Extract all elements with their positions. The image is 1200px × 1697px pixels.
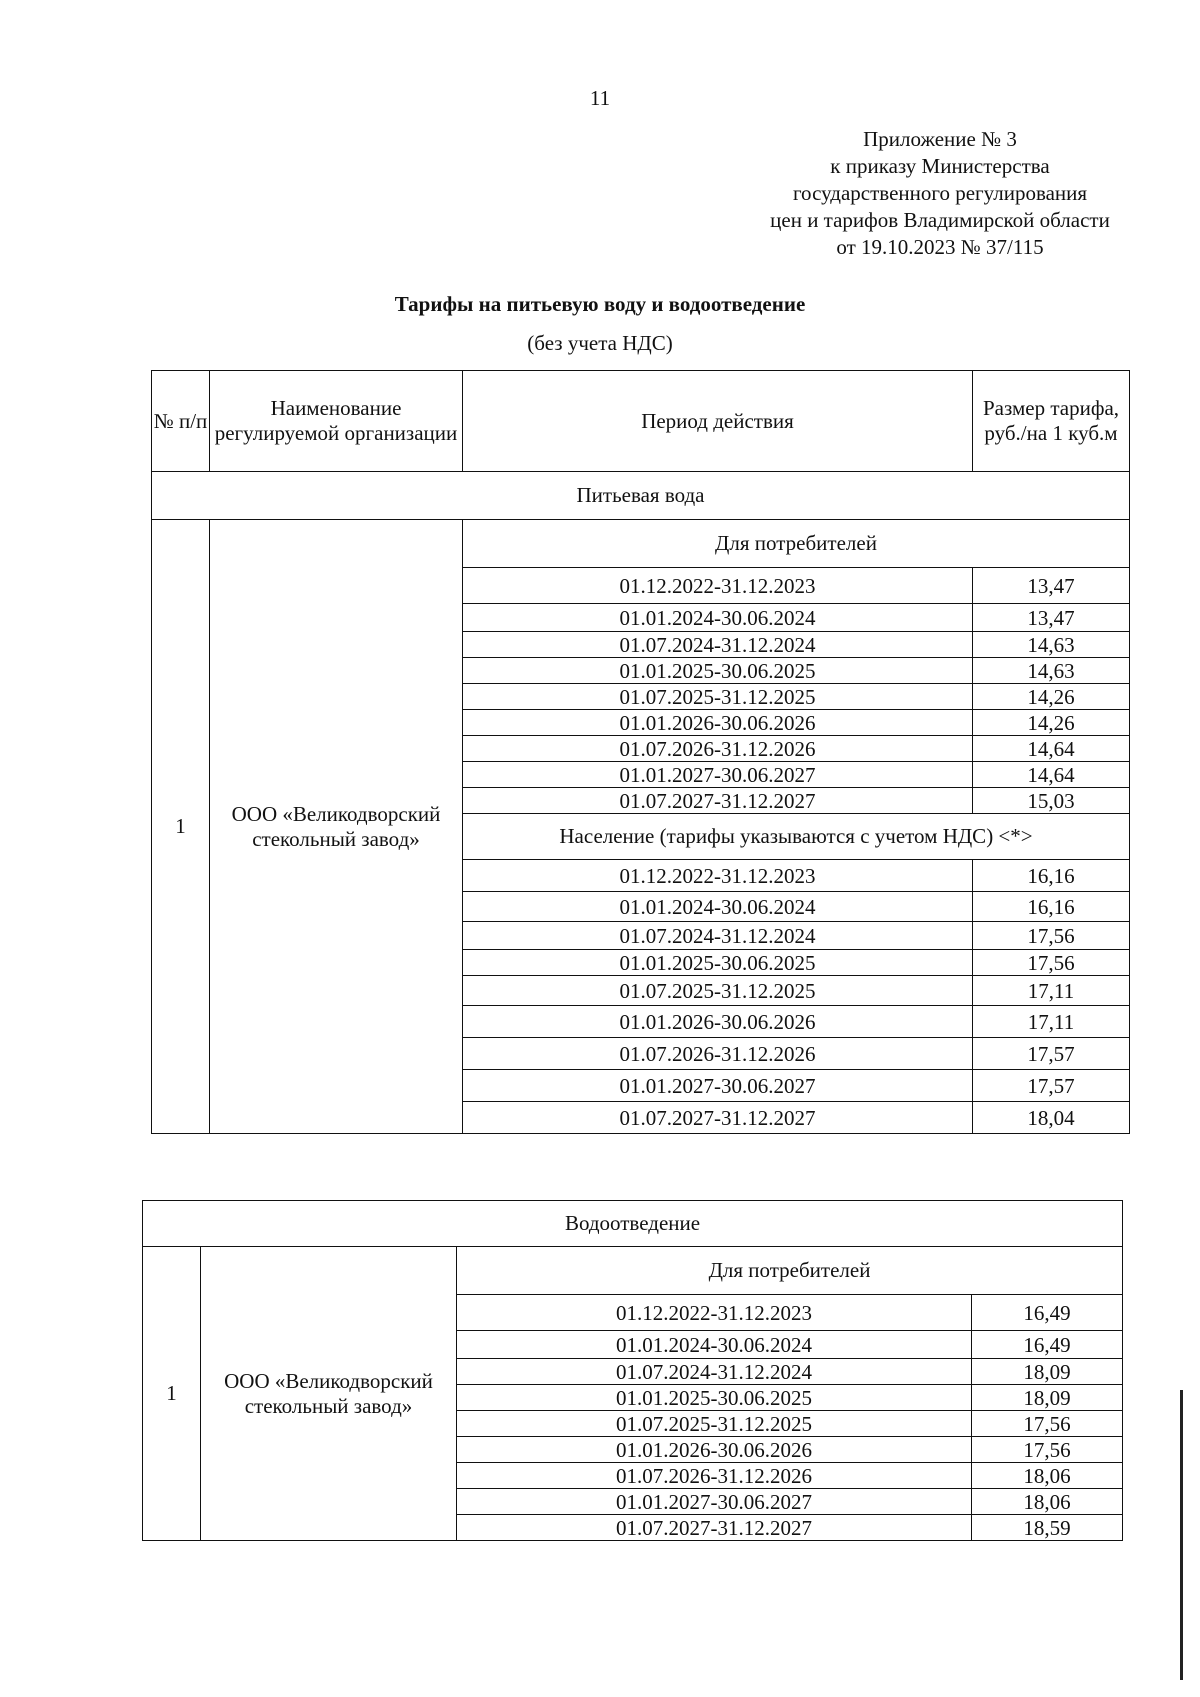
- appendix-block: [700, 126, 1180, 261]
- period-cell: 01.01.2024-30.06.2024: [463, 892, 973, 922]
- rate-cell: 17,56: [973, 950, 1130, 976]
- period-cell: 01.12.2022-31.12.2023: [457, 1295, 972, 1331]
- period-cell: 01.07.2024-31.12.2024: [463, 632, 973, 658]
- rate-cell: 14,64: [973, 736, 1130, 762]
- rate-cell: 16,49: [972, 1331, 1123, 1359]
- rate-cell: 18,06: [972, 1489, 1123, 1515]
- scan-edge-mark: [1180, 1390, 1183, 1680]
- rate-cell: 13,47: [973, 604, 1130, 632]
- period-cell: 01.01.2027-30.06.2027: [463, 762, 973, 788]
- rate-cell: 18,09: [972, 1359, 1123, 1385]
- period-cell: 01.07.2025-31.12.2025: [463, 684, 973, 710]
- period-cell: 01.07.2026-31.12.2026: [463, 1038, 973, 1070]
- appendix-line: Приложение № 3: [863, 127, 1017, 151]
- rate-cell: 14,64: [973, 762, 1130, 788]
- period-cell: 01.01.2024-30.06.2024: [463, 604, 973, 632]
- rate-cell: 17,56: [973, 922, 1130, 950]
- population-label: Население (тарифы указываются с учетом НДС) <*>: [463, 814, 1130, 860]
- water-tariff-table: [151, 370, 1130, 1134]
- table-header-row: [152, 371, 1130, 472]
- rate-cell: 18,06: [972, 1463, 1123, 1489]
- sewer-tariff-table: [142, 1200, 1123, 1541]
- appendix-line: государственного регулирования: [792, 181, 1088, 205]
- rate-cell: 16,16: [973, 892, 1130, 922]
- group-label-row: [152, 520, 1130, 568]
- organization-name: ООО «Великодворский стекольный завод»: [210, 520, 463, 1134]
- period-cell: 01.07.2024-31.12.2024: [463, 922, 973, 950]
- rate-cell: 16,16: [973, 860, 1130, 892]
- rate-cell: 14,63: [973, 658, 1130, 684]
- rate-cell: 17,56: [972, 1437, 1123, 1463]
- organization-name: ООО «Великодворский стекольный завод»: [201, 1247, 457, 1541]
- period-cell: 01.07.2025-31.12.2025: [457, 1411, 972, 1437]
- rate-cell: 17,11: [973, 976, 1130, 1006]
- rate-cell: 14,26: [973, 710, 1130, 736]
- period-cell: 01.01.2026-30.06.2026: [463, 710, 973, 736]
- period-cell: 01.01.2025-30.06.2025: [457, 1385, 972, 1411]
- rate-cell: 18,09: [972, 1385, 1123, 1411]
- appendix-line: к приказу Министерства: [830, 154, 1050, 178]
- rate-cell: 18,59: [972, 1515, 1123, 1541]
- period-cell: 01.01.2026-30.06.2026: [463, 1006, 973, 1038]
- period-cell: 01.01.2024-30.06.2024: [457, 1331, 972, 1359]
- period-cell: 01.07.2024-31.12.2024: [457, 1359, 972, 1385]
- document-title: Тарифы на питьевую воду и водоотведение: [394, 292, 806, 316]
- period-cell: 01.12.2022-31.12.2023: [463, 860, 973, 892]
- period-cell: 01.07.2026-31.12.2026: [463, 736, 973, 762]
- section-row: [143, 1201, 1123, 1247]
- period-cell: 01.01.2027-30.06.2027: [463, 1070, 973, 1102]
- period-cell: 01.01.2025-30.06.2025: [463, 950, 973, 976]
- rate-cell: 17,57: [973, 1070, 1130, 1102]
- section-row: [152, 472, 1130, 520]
- period-cell: 01.07.2025-31.12.2025: [463, 976, 973, 1006]
- period-cell: 01.12.2022-31.12.2023: [463, 568, 973, 604]
- page-number: 11: [589, 86, 611, 110]
- period-cell: 01.07.2027-31.12.2027: [463, 788, 973, 814]
- header-period: Период действия: [463, 371, 973, 472]
- rate-cell: 18,04: [973, 1102, 1130, 1134]
- row-number: 1: [143, 1247, 201, 1541]
- header-num: № п/п: [152, 371, 210, 472]
- group-label-row: [143, 1247, 1123, 1295]
- rate-cell: 14,63: [973, 632, 1130, 658]
- section-title: Питьевая вода: [152, 472, 1130, 520]
- appendix-line: от 19.10.2023 № 37/115: [836, 235, 1044, 259]
- rate-cell: 13,47: [973, 568, 1130, 604]
- rate-cell: 17,57: [973, 1038, 1130, 1070]
- header-rate: Размер тарифа, руб./на 1 куб.м: [973, 371, 1130, 472]
- document-subtitle: (без учета НДС): [527, 331, 673, 355]
- rate-cell: 16,49: [972, 1295, 1123, 1331]
- period-cell: 01.01.2026-30.06.2026: [457, 1437, 972, 1463]
- consumers-label: Для потребителей: [457, 1247, 1123, 1295]
- rate-cell: 17,56: [972, 1411, 1123, 1437]
- period-cell: 01.07.2027-31.12.2027: [463, 1102, 973, 1134]
- rate-cell: 15,03: [973, 788, 1130, 814]
- appendix-line: цен и тарифов Владимирской области: [770, 208, 1110, 232]
- header-org: Наименование регулируемой организации: [210, 371, 463, 472]
- consumers-label: Для потребителей: [463, 520, 1130, 568]
- rate-cell: 17,11: [973, 1006, 1130, 1038]
- row-number: 1: [152, 520, 210, 1134]
- rate-cell: 14,26: [973, 684, 1130, 710]
- period-cell: 01.07.2026-31.12.2026: [457, 1463, 972, 1489]
- period-cell: 01.01.2027-30.06.2027: [457, 1489, 972, 1515]
- period-cell: 01.01.2025-30.06.2025: [463, 658, 973, 684]
- section-title: Водоотведение: [143, 1201, 1123, 1247]
- period-cell: 01.07.2027-31.12.2027: [457, 1515, 972, 1541]
